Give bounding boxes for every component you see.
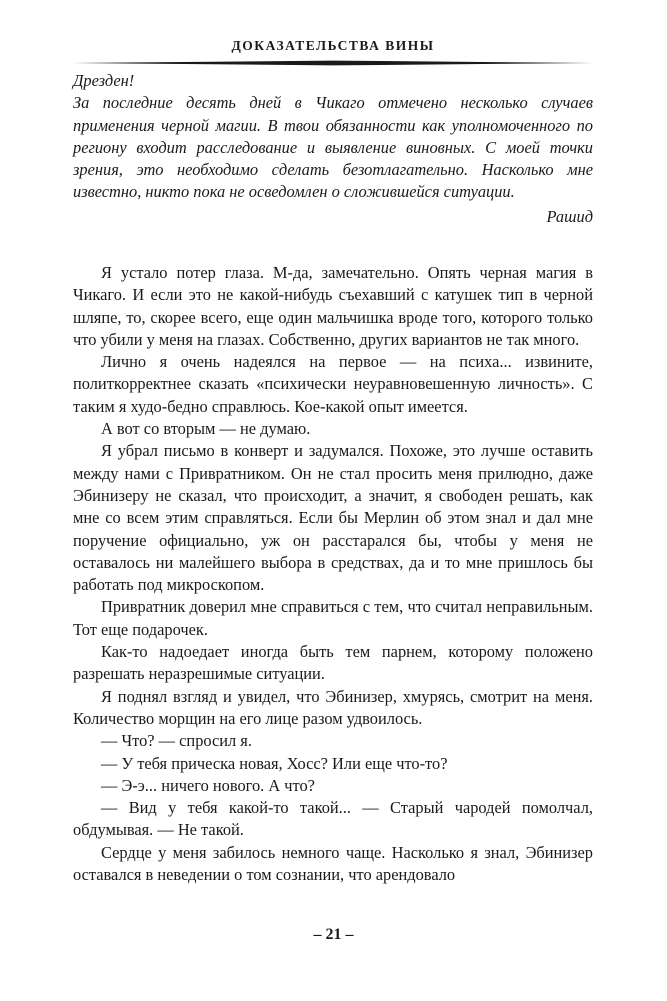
letter-salutation: Дрезден! bbox=[73, 71, 135, 90]
ornamental-rule bbox=[73, 60, 593, 66]
body-text bbox=[73, 262, 593, 886]
paragraph: Как-то надоедает иногда быть тем парнем, которому положено разрешать неразрешимые ситуации. bbox=[73, 642, 593, 684]
paragraph: Я поднял взгляд и увидел, что Эбинизер, хмурясь, смотрит на меня. Количество морщин на его лице разом удвоилось. bbox=[73, 686, 593, 728]
letter-block bbox=[73, 70, 593, 228]
running-header bbox=[73, 37, 593, 67]
dialogue-line: — Что? — спросил я. bbox=[101, 731, 252, 751]
dialogue-line: — У тебя прическа новая, Хосс? Или еще что-то? bbox=[101, 753, 448, 773]
paragraph: Привратник доверил мне справиться с тем, что считал неправильным. Тот еще подарочек. bbox=[73, 597, 593, 639]
letter-signature: Рашид bbox=[546, 206, 593, 226]
letter-body: За последние десять дней в Чикаго отмечено несколько случаев применения черной магии. В твои обязанности как уполномоченного по региону входит расследование и выявление виновных. С моей точки зрения, это необходимо сделать безотлагательно. Насколько мне известно, никто пока не осведомлен о сложившейся ситуации. bbox=[73, 93, 593, 202]
header-rule bbox=[73, 60, 593, 66]
paragraph: Лично я очень надеялся на первое — на психа... извините, политкорректнее сказать «психически неуравновешенную личность». С таким я худо-бедно справлюсь. Кое-какой опыт имеется. bbox=[73, 352, 593, 416]
paragraph: Я устало потер глаза. М-да, замечательно. Опять черная магия в Чикаго. И если это не какой-нибудь съехавший с катушек тип в черной шляпе, то, скорее всего, еще один мальчишка вроде того, которого только что убили у меня на глазах. Собственно, других вариантов не так много. bbox=[73, 263, 593, 349]
dialogue-line: — Вид у тебя какой-то такой... — Старый чародей помолчал, обдумывая. — Не такой. bbox=[73, 798, 593, 840]
paragraph: А вот со вторым — не думаю. bbox=[101, 419, 311, 439]
running-title: ДОКАЗАТЕЛЬСТВА ВИНЫ bbox=[231, 38, 435, 53]
page-number: – 21 – bbox=[313, 926, 354, 943]
paragraph: Я убрал письмо в конверт и задумался. Похоже, это лучше оставить между нами с Привратником. Он не стал просить меня прилюдно, даже Эбинизеру не сказал, что происходит, а значит, я свободен решать, как мне со всем этим справляться. Если бы Мерлин об этом знал и дал мне поручение официально, уж он расстарался бы, чтобы у меня не оставалось ни малейшего выбора в средствах, да и то мне пришлось бы работать под микроскопом. bbox=[73, 441, 593, 595]
dialogue-line: — Э-э... ничего нового. А что? bbox=[101, 775, 315, 795]
paragraph: Сердце у меня забилось немного чаще. Насколько я знал, Эбинизер оставался в неведении о том сознании, что арендовало bbox=[73, 842, 593, 885]
